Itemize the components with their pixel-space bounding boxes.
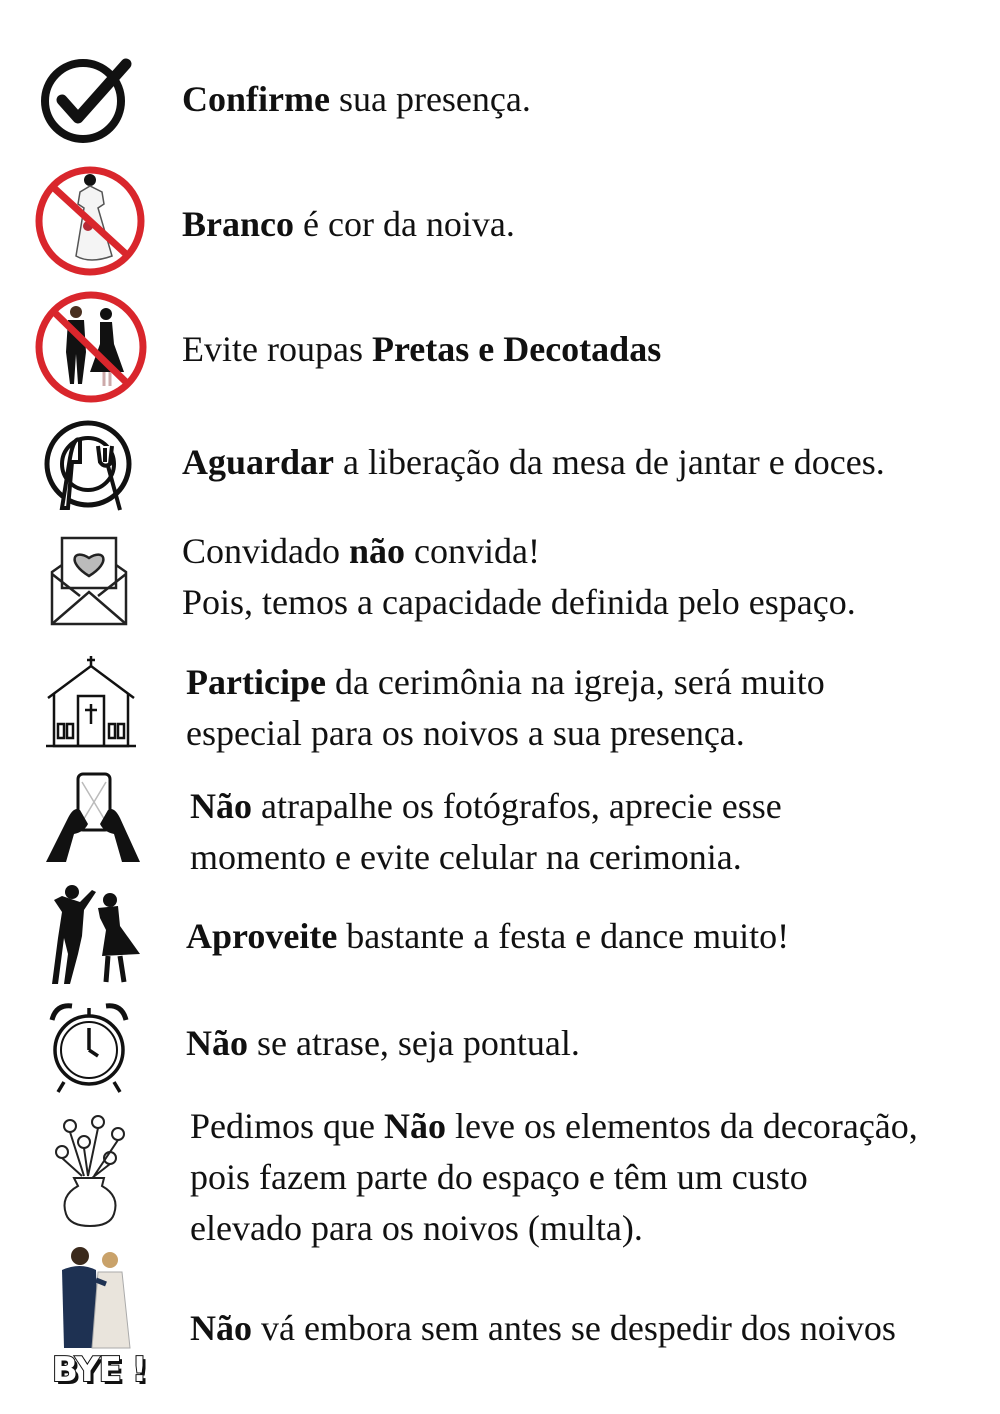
rule-text: Aproveite bastante a festa e dance muito! xyxy=(186,916,790,956)
rule-text: Convidado não convida! Pois, temos a capacidade definida pelo espaço. xyxy=(182,531,856,622)
rule-text: Aguardar a liberação da mesa de jantar e doces. xyxy=(182,442,885,482)
rule-text: Confirme sua presença. xyxy=(182,79,531,119)
alarm-clock-icon xyxy=(46,1000,132,1094)
rule-text: Não vá embora sem antes se despedir dos noivos xyxy=(190,1308,896,1348)
rule-text: Branco é cor da noiva. xyxy=(182,204,515,244)
flower-vase-icon xyxy=(48,1112,132,1230)
heart-envelope-icon xyxy=(46,532,132,630)
no-black-clothes-icon xyxy=(32,288,150,406)
bride-groom-icon xyxy=(52,1244,134,1350)
plate-fork-knife-icon xyxy=(40,418,138,514)
rule-text: Evite roupas Pretas e Decotadas xyxy=(182,329,662,369)
dancing-couple-icon xyxy=(50,878,142,988)
rule-text: Pedimos que Não leve os elementos da decoração, pois fazem parte do espaço e têm um custo elevado para os noivos (multa). xyxy=(190,1106,918,1248)
rule-text: Não atrapalhe os fotógrafos, aprecie esse momento e evite celular na cerimonia. xyxy=(190,786,782,877)
church-icon xyxy=(44,652,138,750)
rule-text: Participe da cerimônia na igreja, será muito especial para os noivos a sua presença. xyxy=(186,662,825,753)
hands-phone-icon xyxy=(44,770,142,864)
no-white-dress-icon xyxy=(32,164,148,278)
bye-stamp: BYE ! xyxy=(52,1350,147,1390)
rule-text: Não se atrase, seja pontual. xyxy=(186,1023,580,1063)
checkmark-circle-icon xyxy=(36,54,134,144)
